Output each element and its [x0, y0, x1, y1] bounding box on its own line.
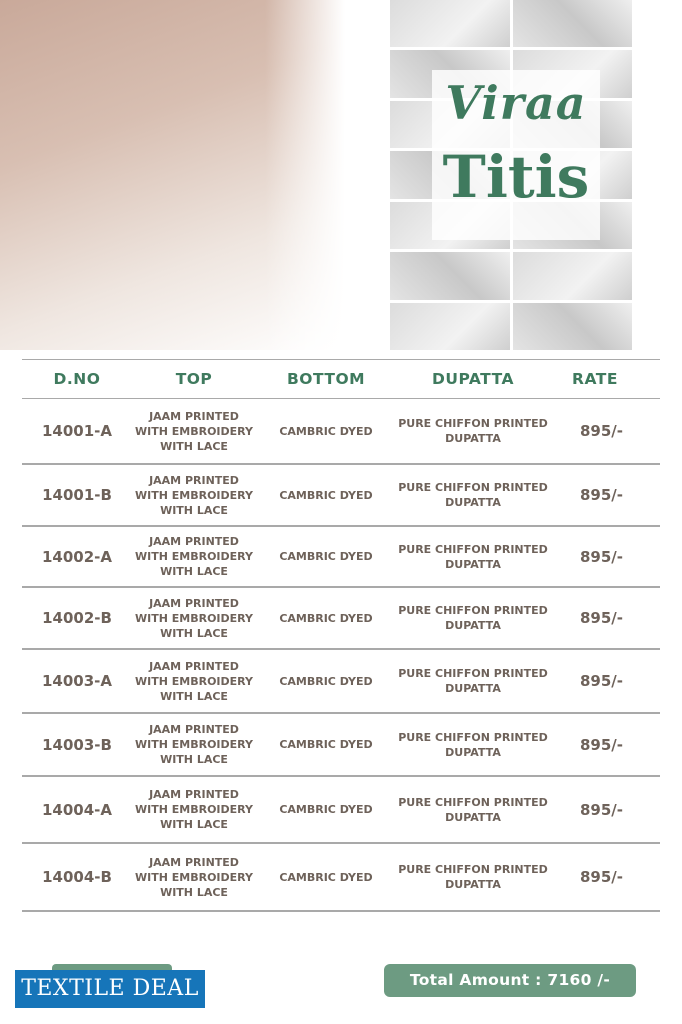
top-cell: JAAM PRINTED WITH EMBROIDERY WITH LACE — [134, 535, 253, 578]
dno-cell: 14002-A — [41, 547, 113, 566]
rate-cell: 895/- — [580, 422, 624, 440]
header-rate: RATE — [572, 370, 618, 388]
watermark-logo: TEXTILE DEAL — [15, 970, 205, 1008]
bottom-cell: CAMBRIC DYED — [279, 803, 373, 816]
collage-tile — [390, 0, 510, 47]
dno-cell: 14002-B — [42, 609, 112, 627]
brand-box — [432, 70, 600, 240]
collage-tile — [513, 303, 633, 350]
collage-tile — [513, 0, 633, 47]
hero-banner — [0, 0, 682, 350]
dupatta-cell: PURE CHIFFON PRINTED DUPATTA — [398, 667, 548, 695]
rate-cell: 895/- — [580, 609, 624, 627]
dno-cell: 14004-A — [41, 800, 113, 819]
table-body — [22, 399, 660, 912]
dupatta-cell: PURE CHIFFON PRINTED DUPATTA — [398, 481, 548, 509]
collage-tile — [390, 252, 510, 299]
rate-cell: 895/- — [580, 672, 624, 690]
header-bottom: BOTTOM — [286, 370, 366, 388]
table-row — [22, 399, 660, 465]
price-table — [22, 359, 660, 912]
header-dupatta: DUPATTA — [432, 370, 514, 388]
rate-cell: 895/- — [580, 735, 624, 754]
rate-cell: 895/- — [580, 868, 624, 886]
dno-cell: 14003-A — [41, 672, 113, 690]
collage-tile — [513, 252, 633, 299]
dupatta-cell: PURE CHIFFON PRINTED DUPATTA — [398, 542, 548, 571]
table-row — [22, 714, 660, 777]
top-cell: JAAM PRINTED WITH EMBROIDERY WITH LACE — [134, 473, 253, 517]
bottom-cell: CAMBRIC DYED — [279, 738, 373, 751]
table-row — [22, 777, 660, 844]
dno-cell: 14001-B — [42, 486, 112, 504]
header-dno: D.NO — [53, 370, 101, 388]
catalog-title: Titis — [442, 143, 590, 211]
rate-cell: 895/- — [580, 547, 624, 566]
table-row — [22, 527, 660, 588]
table-row — [22, 844, 660, 912]
bottom-cell: CAMBRIC DYED — [279, 611, 373, 625]
table-header — [22, 359, 660, 399]
dupatta-cell: PURE CHIFFON PRINTED DUPATTA — [398, 863, 548, 891]
top-cell: JAAM PRINTED WITH EMBROIDERY WITH LACE — [134, 659, 253, 703]
rate-cell: 895/- — [580, 800, 624, 819]
dupatta-cell: PURE CHIFFON PRINTED DUPATTA — [398, 417, 548, 445]
bottom-cell: CAMBRIC DYED — [279, 424, 373, 438]
brand-logo: Viraa — [445, 76, 587, 130]
bottom-cell: CAMBRIC DYED — [279, 674, 373, 688]
top-cell: JAAM PRINTED WITH EMBROIDERY WITH LACE — [134, 596, 253, 640]
header-top: TOP — [175, 370, 213, 388]
table-row — [22, 588, 660, 650]
table-row — [22, 465, 660, 527]
dupatta-cell: PURE CHIFFON PRINTED DUPATTA — [398, 795, 548, 824]
table-row — [22, 650, 660, 714]
dno-cell: 14003-B — [42, 735, 112, 754]
rate-cell: 895/- — [580, 486, 624, 504]
dupatta-cell: PURE CHIFFON PRINTED DUPATTA — [398, 730, 548, 759]
top-cell: JAAM PRINTED WITH EMBROIDERY WITH LACE — [134, 409, 253, 453]
collage-tile — [390, 303, 510, 350]
bottom-cell: CAMBRIC DYED — [279, 550, 373, 563]
bottom-cell: CAMBRIC DYED — [279, 870, 373, 884]
total-amount: Total Amount : 7160 /- — [384, 964, 636, 997]
top-cell: JAAM PRINTED WITH EMBROIDERY WITH LACE — [134, 855, 253, 899]
dno-cell: 14001-A — [41, 422, 113, 440]
dupatta-cell: PURE CHIFFON PRINTED DUPATTA — [398, 604, 548, 632]
dno-cell: 14004-B — [42, 868, 112, 886]
top-cell: JAAM PRINTED WITH EMBROIDERY WITH LACE — [134, 788, 253, 831]
model-photo — [0, 0, 345, 350]
top-cell: JAAM PRINTED WITH EMBROIDERY WITH LACE — [134, 723, 253, 766]
bottom-cell: CAMBRIC DYED — [279, 488, 373, 502]
